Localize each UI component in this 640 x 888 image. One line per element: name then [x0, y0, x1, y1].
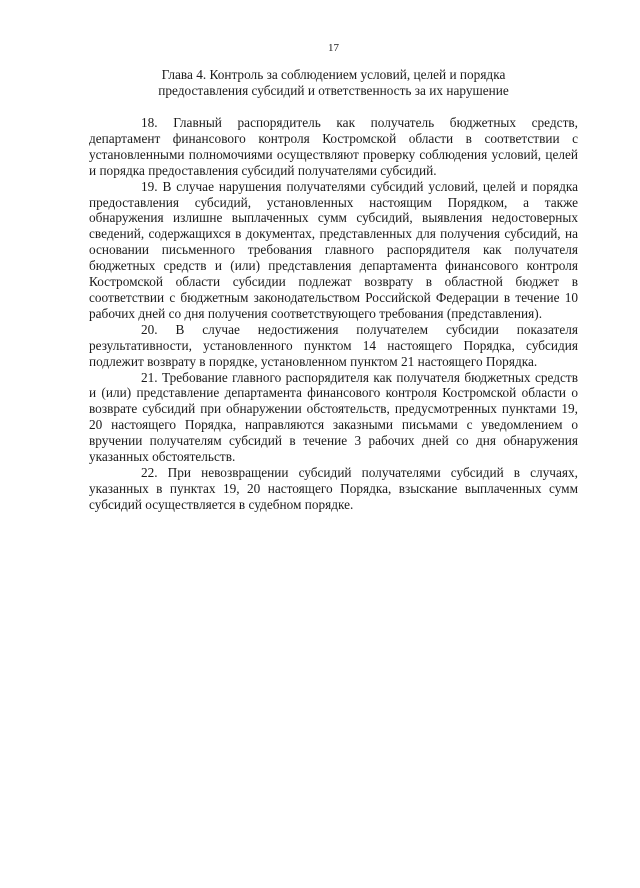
chapter-title [89, 67, 578, 99]
page-number: 17 [328, 42, 339, 54]
paragraph-18: 18. Главный распорядитель как получатель бюджетных средств, департамент финансового контроля Костромской области в соответствии с установленными полномочиями осуществляют проверку соблюдения условий, целей и порядка предоставления субсидий получателями субсидий. [89, 115, 578, 178]
chapter-title-line-2: предоставления субсидий и ответственность за их нарушение [158, 83, 509, 98]
document-body [89, 115, 578, 513]
paragraph-22: 22. При невозвращении субсидий получателями субсидий в случаях, указанных в пунктах 19, 20 настоящего Порядка, взыскание выплаченных сумм субсидий осуществляется в судебном порядке. [89, 464, 578, 512]
paragraph-19: 19. В случае нарушения получателями субсидий условий, целей и порядка предоставления субсидий, установленных настоящим Порядком, а также обнаружения излишне выплаченных сумм субсидий, выявления недостоверных сведений, содержащихся в документах, представленных для получения субсидий, на основании письменного требования главного распорядителя как получателя бюджетных средств и (или) представления департамента финансового контроля Костромской области субсидии подлежат возврату в областной бюджет в соответствии с бюджетным законодательством Российской Федерации в течение 10 рабочих дней со дня получения соответствующего требования (представления). [89, 178, 578, 321]
chapter-title-line-1: Глава 4. Контроль за соблюдением условий, целей и порядка [161, 67, 506, 82]
paragraph-20: 20. В случае недостижения получателем субсидии показателя результативности, установленного пунктом 14 настоящего Порядка, субсидия подлежит возврату в порядке, установленном пунктом 21 настоящего Порядка. [89, 321, 578, 369]
paragraph-21: 21. Требование главного распорядителя как получателя бюджетных средств и (или) представление департамента финансового контроля Костромской области о возврате субсидий при обнаружении обстоятельств, предусмотренных пунктами 19, 20 настоящего Порядка, направляются заказными письмами с уведомлением о вручении получателям субсидий в течение 3 рабочих дней со дня обнаружения указанных обстоятельств. [89, 369, 578, 465]
